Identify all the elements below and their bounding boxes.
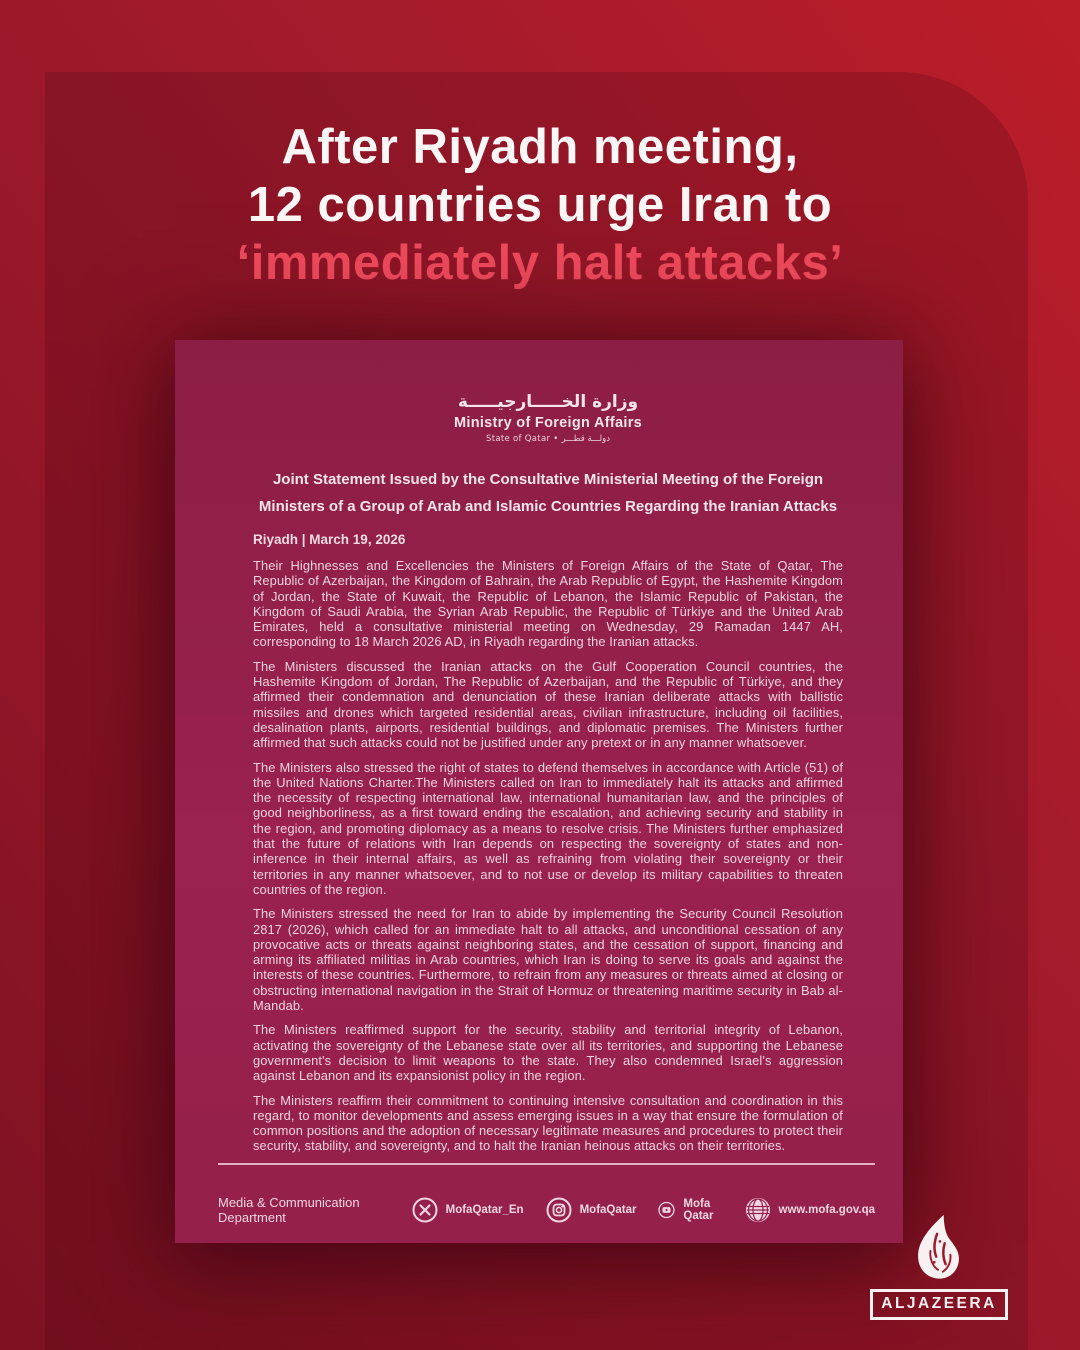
- headline-line-1: After Riyadh meeting,: [281, 120, 799, 174]
- statement-paragraph: The Ministers discussed the Iranian attacks on the Gulf Cooperation Council countries, the Hashemite Kingdom of Jordan, The Republic of Azerbaijan, and the Republic of Türkiye, and they affirmed their condemnation and denunciation of these Iranian deliberate attacks with ballistic missiles and drones which targeted residential areas, civilian infrastructure, including oil facilities, desalination plants, airports, residential buildings, and diplomatic premises. The Ministers further affirmed that such attacks could not be justified under any pretext or in any manner whatsoever.: [253, 658, 843, 751]
- headline-line-2: 12 countries urge Iran to: [247, 178, 833, 232]
- statement-body: [253, 558, 843, 1163]
- headline: [0, 118, 1080, 292]
- instagram-icon: [546, 1197, 572, 1223]
- social-handles: [412, 1197, 875, 1223]
- statement-title: Joint Statement Issued by the Consultative Ministerial Meeting of the Foreign Ministers of a Group of Arab and Islamic Countries Regarding the Iranian Attacks: [258, 471, 838, 515]
- footer-divider: [218, 1163, 875, 1165]
- x-icon: [412, 1197, 438, 1223]
- aljazeera-flame-icon: [908, 1213, 970, 1285]
- statement-paragraph: The Ministers reaffirm their commitment to continuing intensive consultation and coordination in this regard, to monitor developments and assess emerging issues in a way that ensure the formulation of common positions and the adoption of necessary legitimate measures and procedures to protect their security, stability, and sovereignty, and to halt the Iranian heinous attacks on their territories.: [253, 1092, 843, 1154]
- statement-dateline: Riyadh | March 19, 2026: [253, 532, 406, 547]
- statement-paragraph: The Ministers reaffirmed support for the security, stability and territorial integrity of Lebanon, activating the sovereignty of the Lebanese state over all its territories, and supporting the Lebanese government's decision to limit weapons to the state. They also condemned Israel's aggression against Lebanon and its expansionist policy in the region.: [253, 1022, 843, 1084]
- ministry-arabic-title: وزارة الخـــــارجيـــــة: [457, 392, 639, 412]
- statement-document-card: [175, 340, 903, 1243]
- statement-paragraph: The Ministers also stressed the right of states to defend themselves in accordance with Article (51) of the United Nations Charter.The Ministers called on Iran to immediately halt its attacks and affirmed the necessity of respecting international law, international humanitarian law, and the principles of good neighborliness, as a first toward ending the escalation, and achieving security and stability in the region, and promoting diplomacy as a means to resolve crisis. The Ministers further emphasized that the future of relations with Iran depends on respecting the sovereignty of states and non-inference in their internal affairs, as well as refraining from violating their sovereignty or their territories in any manner whatsoever, and to not use or develop its military capabilities to threaten countries of the region.: [253, 759, 843, 897]
- aljazeera-branding: [881, 1213, 997, 1320]
- social-instagram-handle: MofaQatar: [546, 1197, 637, 1223]
- statement-paragraph: Their Highnesses and Excellencies the Ministers of Foreign Affairs of the State of Qatar, The Republic of Azerbaijan, the Kingdom of Bahrain, the Arab Republic of Egypt, the Hashemite Kingdom of Jordan, the State of Kuwait, the Republic of Lebanon, the Islamic Republic of Pakistan, the Kingdom of Saudi Arabia, the Syrian Arab Republic, the Republic of Türkiye and the United Arab Emirates, held a consultative ministerial meeting on Wednesday, 29 Ramadan 1447 AH, corresponding to 18 March 2026 AD, in Riyadh regarding the Iranian attacks.: [253, 558, 843, 650]
- statement-paragraph: The Ministers stressed the need for Iran to abide by implementing the Security Council Resolution 2817 (2026), which called for an immediate halt to all attacks, and unconditional cessation of any provocative acts or threats against neighboring states, and the cessation of support, financing and arming its affiliated militias in Arab countries, which Iran is doing to serve its goals and against the interests of these countries. Furthermore, to refrain from any measures or threats aimed at closing or obstructing international navigation in the Strait of Hormuz or threatening maritime security in Bab al-Mandab.: [253, 906, 843, 1014]
- department-label: Media & Communication Department: [218, 1194, 360, 1225]
- social-youtube-handle: Mofa Qatar: [658, 1197, 722, 1223]
- social-x-handle: MofaQatar_En: [412, 1197, 524, 1223]
- ministry-english-title: Ministry of Foreign Affairs: [453, 415, 643, 431]
- social-website-link: www.mofa.gov.qa: [745, 1197, 875, 1223]
- document-footer: [218, 1163, 875, 1225]
- ministry-subtitle: State of Qatar • دولـــة قطـــر: [486, 434, 610, 444]
- headline-line-3: ‘immediately halt attacks’: [236, 236, 844, 290]
- youtube-icon: [658, 1197, 675, 1223]
- aljazeera-wordmark: ALJAZEERA: [870, 1289, 1008, 1320]
- globe-icon: [745, 1197, 771, 1223]
